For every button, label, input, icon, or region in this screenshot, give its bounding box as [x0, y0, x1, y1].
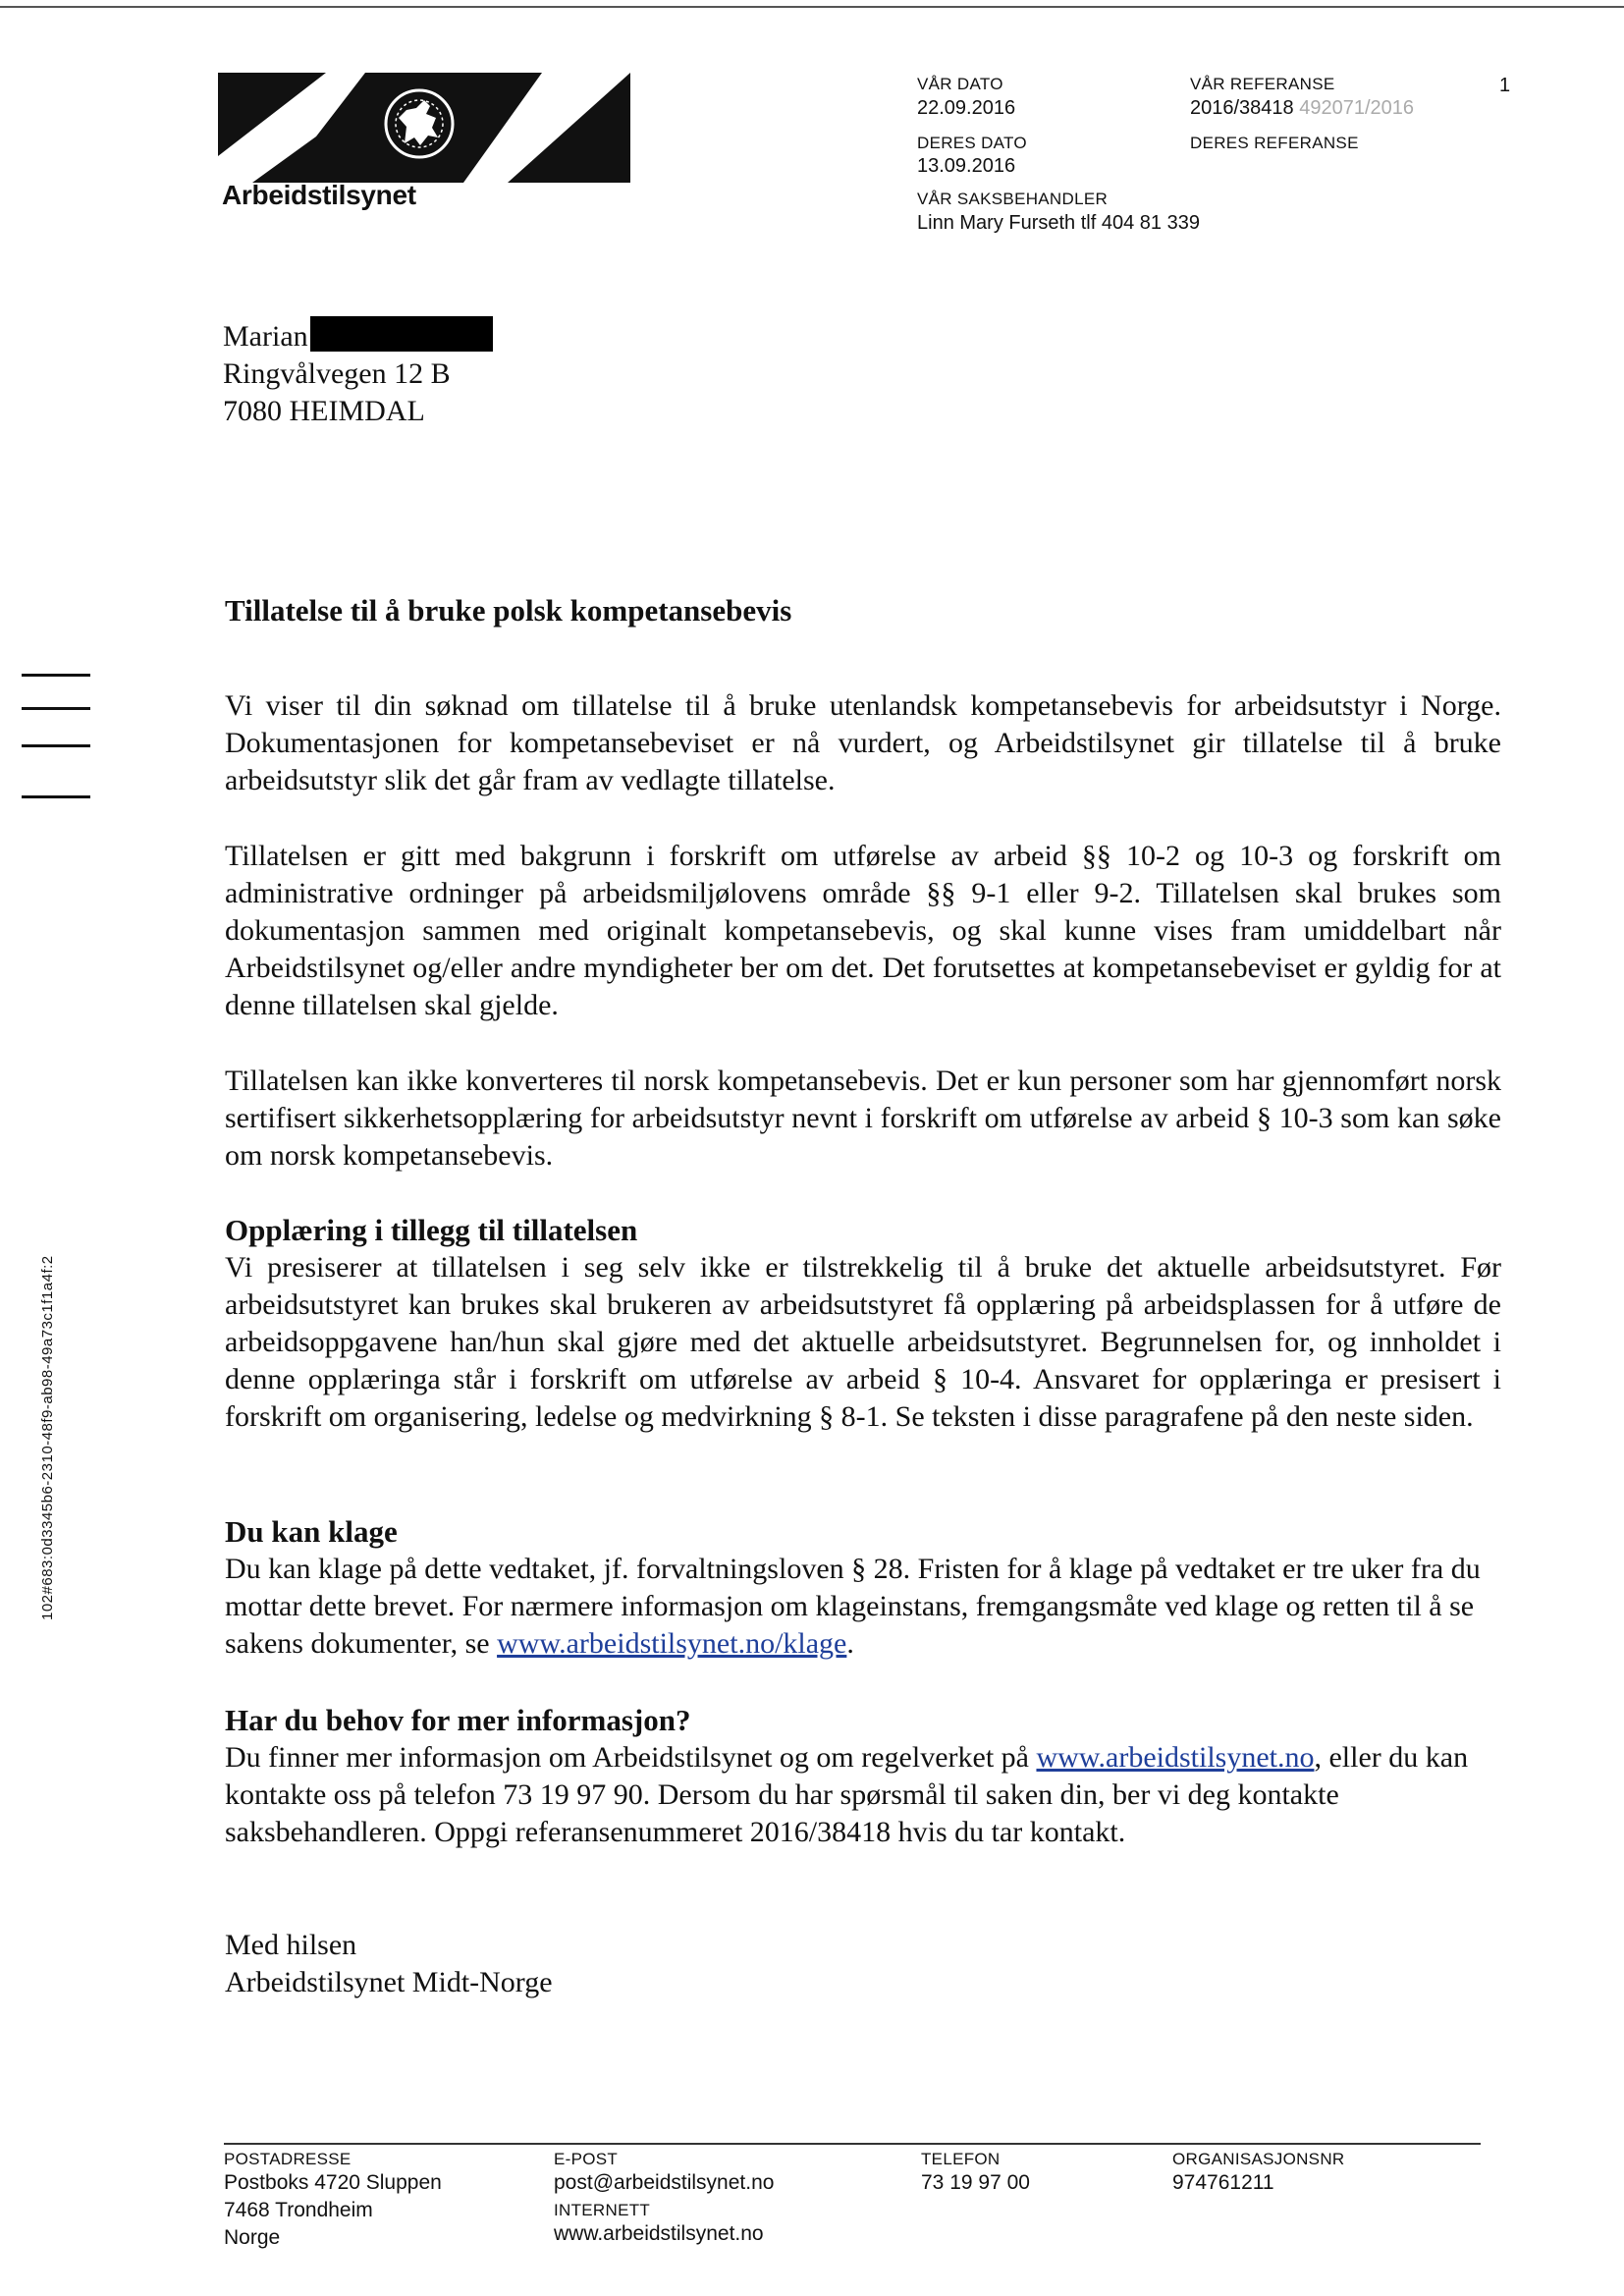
our-ref-label: VÅR REFERANSE — [1190, 75, 1335, 93]
appeal-text: Du kan klage på dette vedtaket, jf. forvaltningsloven § 28. Fristen for å klage på vedtaket er tre uker fra du mottar dette brevet. For nærmere informasjon om klageinstans, fremgangsmåte ved klage og retten til å se sakens dokumenter, se — [225, 1553, 1481, 1660]
section-heading: Du kan klage — [225, 1514, 398, 1549]
footer-phone — [921, 2150, 1030, 2197]
scan-top-border — [0, 6, 1624, 8]
fold-mark — [22, 674, 90, 677]
fold-mark — [22, 744, 90, 747]
paragraph-intro — [225, 687, 1501, 799]
footer-rule — [224, 2143, 1481, 2145]
document-side-code: 102#683:0d3345b6-2310-48f9-ab98-49a73c1f1a4f:2 — [39, 1255, 56, 1620]
web-label: INTERNETT — [554, 2201, 651, 2219]
our-ref-stamp: 492071/2016 — [1299, 97, 1415, 119]
redaction-bar — [310, 316, 493, 352]
sender: Arbeidstilsynet Midt-Norge — [225, 1966, 553, 1998]
our-date: 22.09.2016 — [917, 97, 1016, 119]
our-ref — [1190, 97, 1414, 120]
email-label: E-POST — [554, 2150, 619, 2168]
info-link[interactable]: www.arbeidstilsynet.no — [1036, 1741, 1315, 1774]
postal-line: 7468 Trondheim — [224, 2199, 373, 2221]
footer-contact — [554, 2150, 774, 2248]
paragraph-text — [225, 1739, 1501, 1851]
recipient-postal: 7080 HEIMDAL — [223, 395, 425, 427]
recipient-name: Marian — [223, 320, 308, 353]
web[interactable]: www.arbeidstilsynet.no — [554, 2222, 764, 2245]
paragraph-text: Tillatelsen er gitt med bakgrunn i forskrift om utførelse av arbeid §§ 10-2 og 10-3 og forskrift om administrative ordninger på arbeidsmiljølovens område §§ 9-1 eller 9-2. Tillatelsen skal brukes som dokumentasjon sammen med originalt kompetansebevis, og skal kunne vises fram umiddelbart når Arbeidstilsynet og/eller andre myndigheter ber om det. Det forutsettes at kompetansebeviset er gyldig for at denne tillatelsen skal gjelde. — [225, 840, 1501, 1021]
brand-name: Arbeidstilsynet — [222, 180, 416, 210]
our-ref-number: 2016/38418 — [1190, 97, 1294, 119]
phone: 73 19 97 00 — [921, 2171, 1030, 2194]
recipient-name-line — [223, 316, 493, 355]
recipient-street: Ringvålvegen 12 B — [223, 357, 451, 390]
footer-org — [1172, 2150, 1344, 2197]
appeal-link[interactable]: www.arbeidstilsynet.no/klage — [497, 1627, 847, 1660]
info-text: Du finner mer informasjon om Arbeidstilsynet og om regelverket på — [225, 1741, 1029, 1774]
letter-title: Tillatelse til å bruke polsk kompetansebevis — [225, 593, 792, 628]
case-officer: Linn Mary Furseth tlf 404 81 339 — [917, 212, 1200, 234]
closing: Med hilsen — [225, 1929, 357, 1961]
arbeidstilsynet-logo — [218, 73, 630, 183]
org-number: 974761211 — [1172, 2171, 1274, 2194]
org-label: ORGANISASJONSNR — [1172, 2150, 1345, 2168]
fold-mark — [22, 707, 90, 710]
section-appeal — [225, 1513, 1501, 1663]
our-date-label: VÅR DATO — [917, 75, 1003, 93]
postal-label: POSTADRESSE — [224, 2150, 352, 2168]
section-heading: Opplæring i tillegg til tillatelsen — [225, 1213, 638, 1247]
footer-postal — [224, 2150, 442, 2252]
paragraph-text: Vi presiserer at tillatelsen i seg selv ikke er tilstrekkelig til å bruke det aktuelle arbeidsutstyret. Før arbeidsutstyret kan brukes skal brukeren av arbeidsutstyret få opplæring på arbeidsplassen for å utføre de arbeidsoppgavene han/hun skal gjøre med det aktuelle arbeidsutstyret. Begrunnelsen for, og innholdet i denne opplæringa står i forskrift om utførelse av arbeid § 10-4. Ansvaret for opplæringa er presisert i forskrift om organisering, ledelse og medvirkning § 8-1. Se teksten i disse paragrafene på den neste siden. — [225, 1251, 1501, 1433]
paragraph-text: Tillatelsen kan ikke konverteres til norsk kompetansebevis. Det er kun personer som har gjennomført norsk sertifisert sikkerhetsopplæring for arbeidsutstyr nevnt i forskrift om utførelse av arbeid § 10-3 som kan søke om norsk kompetansebevis. — [225, 1065, 1501, 1172]
page-number: 1 — [1499, 75, 1511, 96]
section-training — [225, 1212, 1501, 1436]
paragraph-text — [225, 1551, 1501, 1663]
postal-line: Postboks 4720 Sluppen — [224, 2171, 442, 2194]
email[interactable]: post@arbeidstilsynet.no — [554, 2171, 775, 2194]
postal-line: Norge — [224, 2226, 281, 2249]
recipient-address — [223, 316, 493, 430]
their-date-label: DERES DATO — [917, 134, 1027, 152]
paragraph-text: Vi viser til din søknad om tillatelse til å bruke utenlandsk kompetansebevis for arbeidsutstyr i Norge. Dokumentasjonen for kompetansebeviset er nå vurdert, og Arbeidstilsynet gir tillatelse til å bruke arbeidsutstyr slik det går fram av vedlagte tillatelse. — [225, 689, 1501, 796]
phone-label: TELEFON — [921, 2150, 1001, 2168]
their-ref-label: DERES REFERANSE — [1190, 134, 1359, 152]
info-text-tail: , eller du kan kontakte oss på telefon 73 19 97 90. Dersom du har spørsmål til saken din, ber vi deg kontakte saksbehandleren. Oppgi referansenummeret 2016/38418 hvis du tar kontakt. — [225, 1741, 1469, 1848]
letter-title-block — [225, 592, 1501, 629]
paragraph-conversion — [225, 1063, 1501, 1175]
section-info — [225, 1702, 1501, 1851]
their-date: 13.09.2016 — [917, 155, 1016, 177]
fold-mark — [22, 795, 90, 798]
case-officer-label: VÅR SAKSBEHANDLER — [917, 190, 1109, 208]
appeal-tail: . — [846, 1627, 854, 1660]
paragraph-basis — [225, 838, 1501, 1024]
section-heading: Har du behov for mer informasjon? — [225, 1703, 691, 1737]
signature-block — [225, 1927, 1501, 2001]
